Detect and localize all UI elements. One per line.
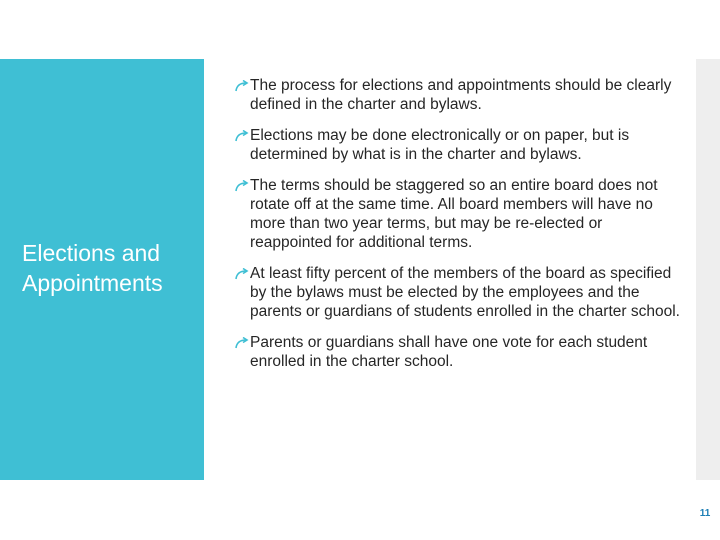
- curved-arrow-icon: [235, 268, 249, 280]
- curved-arrow-icon: [235, 130, 249, 142]
- curved-arrow-icon: [235, 337, 249, 349]
- page-number: 11: [699, 508, 711, 519]
- bullet-item: [235, 126, 680, 164]
- curved-arrow-icon: [235, 80, 249, 92]
- side-bar: [696, 59, 720, 480]
- bullet-text: The process for elections and appointments should be clearly defined in the charter and bylaws.: [250, 77, 672, 113]
- bullet-item: [235, 333, 680, 371]
- bullet-text: Elections may be done electronically or on paper, but is determined by what is in the charter and bylaws.: [250, 127, 630, 163]
- slide-title: Elections and Appointments: [22, 240, 163, 296]
- bullet-list: [235, 76, 680, 383]
- bullet-item: [235, 264, 680, 321]
- bullet-text: The terms should be staggered so an entire board does not rotate off at the same time. All board members will have no more than two year terms, but may be re-elected or reappointed for additional terms.: [250, 177, 658, 251]
- bullet-item: [235, 76, 680, 114]
- bullet-item: [235, 176, 680, 252]
- curved-arrow-icon: [235, 180, 249, 192]
- bullet-text: Parents or guardians shall have one vote for each student enrolled in the charter school.: [250, 334, 648, 370]
- bullet-text: At least fifty percent of the members of the board as specified by the bylaws must be elected by the employees and the parents or guardians of students enrolled in the charter school.: [250, 265, 680, 320]
